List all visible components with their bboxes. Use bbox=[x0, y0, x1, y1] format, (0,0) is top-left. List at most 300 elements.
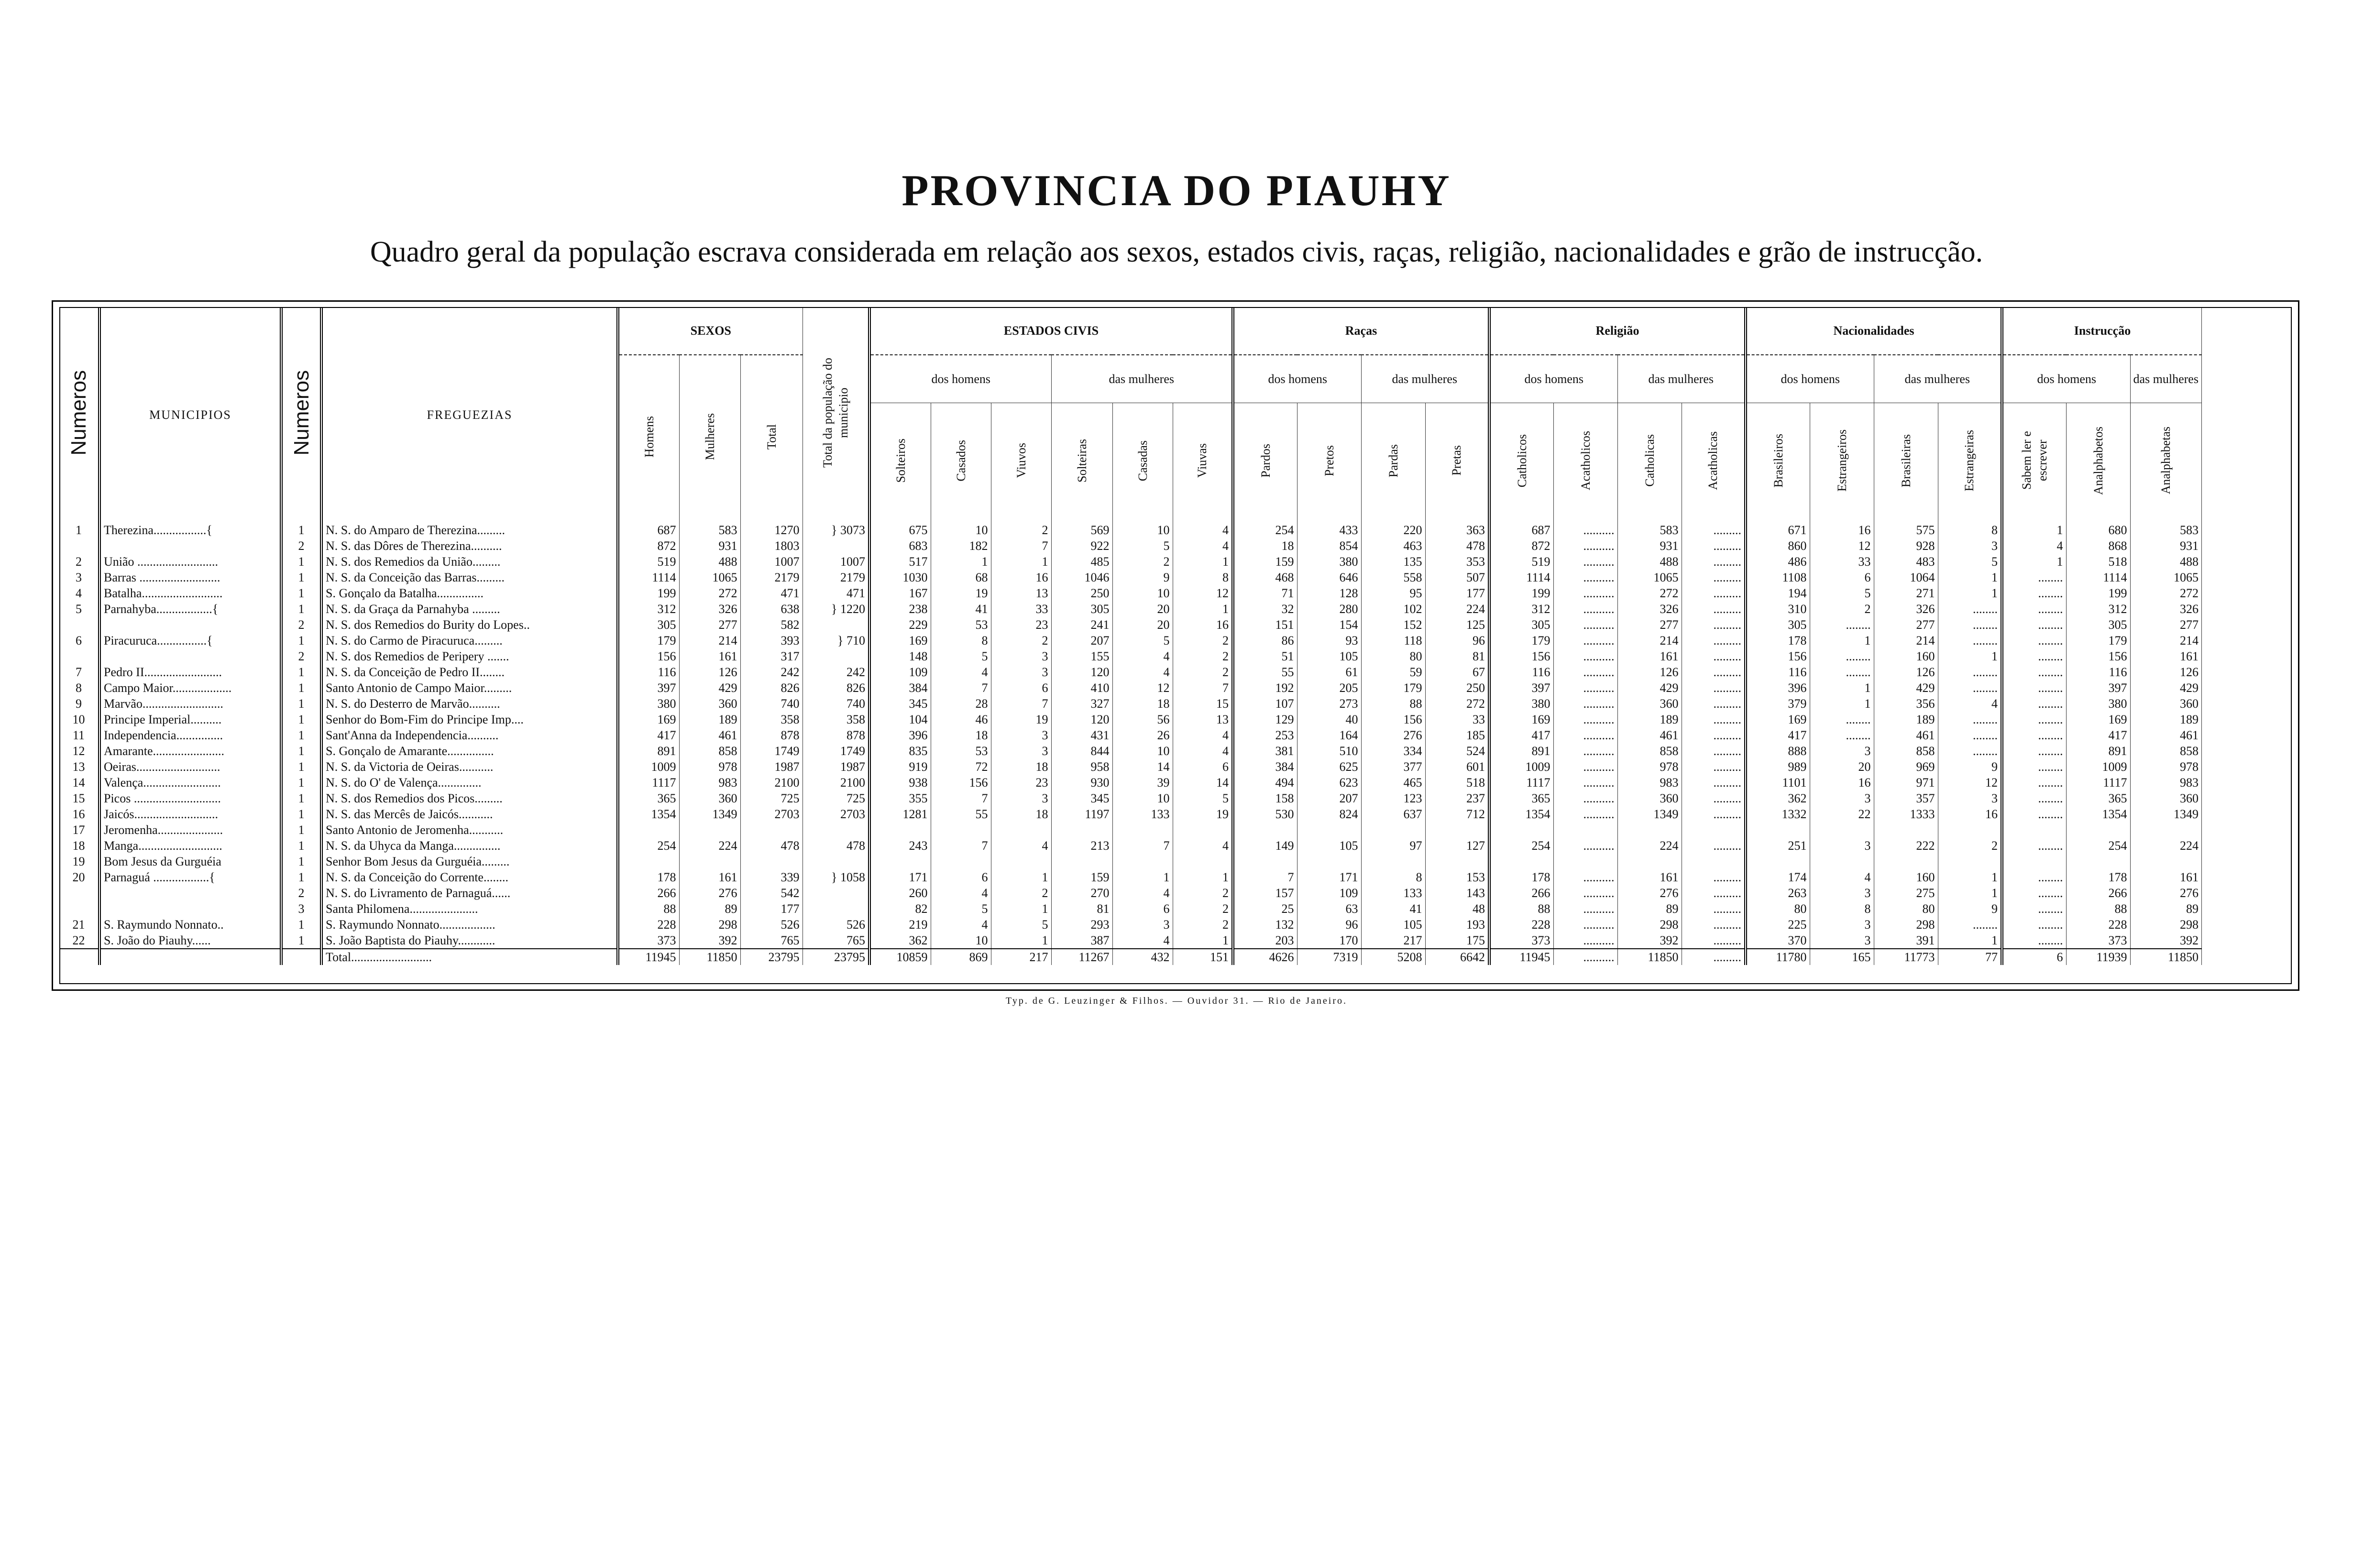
table-cell: .......... bbox=[1553, 775, 1617, 790]
table-cell: 680 bbox=[2066, 522, 2130, 538]
table-cell: 928 bbox=[1874, 538, 1938, 554]
table-cell: .......... bbox=[1553, 633, 1617, 648]
header-estados-dos-homens: dos homens bbox=[869, 355, 1051, 403]
table-cell: 225 bbox=[1746, 917, 1810, 932]
table-cell: 931 bbox=[679, 538, 740, 554]
table-cell: .......... bbox=[1553, 949, 1617, 965]
table-cell: 275 bbox=[1874, 885, 1938, 901]
table-cell: 7 bbox=[1112, 838, 1173, 854]
table-cell: 164 bbox=[1297, 727, 1361, 743]
table-cell: 126 bbox=[2130, 664, 2201, 680]
table-cell: 55 bbox=[1233, 664, 1297, 680]
table-cell: 158 bbox=[1233, 790, 1297, 806]
table-cell: Pedro II......................... bbox=[99, 664, 281, 680]
table-cell: 4 bbox=[1938, 696, 2002, 712]
header-analphabetas: Analphabetas bbox=[2130, 403, 2201, 522]
table-cell: 625 bbox=[1297, 759, 1361, 775]
table-cell: 494 bbox=[1233, 775, 1297, 790]
table-cell: 193 bbox=[1425, 917, 1489, 932]
table-cell: 213 bbox=[1051, 838, 1112, 854]
table-cell: 326 bbox=[679, 601, 740, 617]
table-cell: 326 bbox=[1617, 601, 1682, 617]
table-cell: 370 bbox=[1746, 932, 1810, 949]
table-cell: ......... bbox=[1682, 806, 1746, 822]
table-cell: .......... bbox=[1553, 838, 1617, 854]
table-cell: 156 bbox=[1489, 648, 1553, 664]
table-cell: 254 bbox=[1489, 838, 1553, 854]
table-cell: 463 bbox=[1361, 538, 1425, 554]
table-cell: 88 bbox=[618, 901, 679, 917]
table-cell: ........ bbox=[2002, 917, 2066, 932]
table-cell: N. S. da Conceição de Pedro II........ bbox=[321, 664, 618, 680]
page-title: PROVINCIA DO PIAUHY bbox=[902, 166, 1451, 215]
table-cell: 16 bbox=[1173, 617, 1233, 633]
table-cell: 6 bbox=[2002, 949, 2066, 965]
table-cell: 7 bbox=[931, 838, 991, 854]
table-cell: 242 bbox=[740, 664, 803, 680]
table-cell: Amarante....................... bbox=[99, 743, 281, 759]
table-cell: ........ bbox=[2002, 664, 2066, 680]
header-sexos: SEXOS bbox=[618, 307, 803, 355]
table-cell: 471 bbox=[740, 585, 803, 601]
table-cell: 461 bbox=[1617, 727, 1682, 743]
header-total-populacao: Total da população do municipio bbox=[803, 307, 869, 522]
table-cell: } 1058 bbox=[803, 869, 869, 885]
table-cell: 116 bbox=[1489, 664, 1553, 680]
table-cell: 410 bbox=[1051, 680, 1112, 696]
table-cell: 18 bbox=[59, 838, 99, 854]
table-cell: 242 bbox=[803, 664, 869, 680]
table-cell: 178 bbox=[1746, 633, 1810, 648]
table-cell: 228 bbox=[1489, 917, 1553, 932]
table-cell: 96 bbox=[1425, 633, 1489, 648]
table-cell: 958 bbox=[1051, 759, 1112, 775]
table-cell: 8 bbox=[931, 633, 991, 648]
table-cell: 326 bbox=[2130, 601, 2201, 617]
table-cell: 63 bbox=[1297, 901, 1361, 917]
table-cell: 3 bbox=[281, 901, 321, 917]
table-cell: 10 bbox=[931, 932, 991, 949]
table-cell: 11939 bbox=[2066, 949, 2130, 965]
table-cell: 192 bbox=[1233, 680, 1297, 696]
table-cell: 11780 bbox=[1746, 949, 1810, 965]
table-cell: 2 bbox=[281, 538, 321, 554]
table-cell: 56 bbox=[1112, 712, 1173, 727]
table-cell: 1 bbox=[281, 822, 321, 838]
table-cell: ........ bbox=[2002, 680, 2066, 696]
table-cell: 135 bbox=[1361, 554, 1425, 570]
table-cell: 365 bbox=[1489, 790, 1553, 806]
header-brasileiros: Brasileiros bbox=[1746, 403, 1810, 522]
table-cell: 118 bbox=[1361, 633, 1425, 648]
table-cell: 432 bbox=[1112, 949, 1173, 965]
table-cell: 132 bbox=[1233, 917, 1297, 932]
table-cell: 11 bbox=[59, 727, 99, 743]
table-cell: 41 bbox=[1361, 901, 1425, 917]
table-cell: 1197 bbox=[1051, 806, 1112, 822]
table-cell: ........ bbox=[1938, 680, 2002, 696]
table-cell: 276 bbox=[1617, 885, 1682, 901]
table-cell: 12 bbox=[1810, 538, 1874, 554]
table-cell: 312 bbox=[2066, 601, 2130, 617]
table-cell: Parnaguá ..................{ bbox=[99, 869, 281, 885]
table-cell: 298 bbox=[679, 917, 740, 932]
table-cell: 4 bbox=[1112, 664, 1173, 680]
table-cell: 250 bbox=[1051, 585, 1112, 601]
table-cell: 217 bbox=[1361, 932, 1425, 949]
table-cell: 1114 bbox=[618, 570, 679, 585]
header-nacionalidades: Nacionalidades bbox=[1746, 307, 2002, 355]
table-cell: ........ bbox=[1810, 712, 1874, 727]
table-cell: Marvão.......................... bbox=[99, 696, 281, 712]
table-cell: 126 bbox=[1617, 664, 1682, 680]
table-cell: } 710 bbox=[803, 633, 869, 648]
table-cell: 219 bbox=[869, 917, 931, 932]
table-cell: 26 bbox=[1112, 727, 1173, 743]
table-cell: 507 bbox=[1425, 570, 1489, 585]
table-cell: 1007 bbox=[803, 554, 869, 570]
table-cell: 2 bbox=[281, 648, 321, 664]
table-cell: 167 bbox=[869, 585, 931, 601]
table-cell: 161 bbox=[2130, 648, 2201, 664]
header-instr-das-mulheres: das mulheres bbox=[2130, 355, 2201, 403]
table-cell: ......... bbox=[1682, 712, 1746, 727]
table-cell: ........ bbox=[1938, 712, 2002, 727]
table-cell: 387 bbox=[1051, 932, 1112, 949]
table-cell: 826 bbox=[803, 680, 869, 696]
table-cell: 1749 bbox=[740, 743, 803, 759]
table-cell: S. Gonçalo de Amarante............... bbox=[321, 743, 618, 759]
table-cell: 23795 bbox=[803, 949, 869, 965]
table-cell: 1101 bbox=[1746, 775, 1810, 790]
table-cell: 72 bbox=[931, 759, 991, 775]
header-religiao: Religião bbox=[1489, 307, 1746, 355]
table-cell: ........ bbox=[2002, 775, 2066, 790]
table-cell: 155 bbox=[1051, 648, 1112, 664]
table-cell: 4626 bbox=[1233, 949, 1297, 965]
table-cell: 171 bbox=[869, 869, 931, 885]
table-cell: 1064 bbox=[1874, 570, 1938, 585]
table-cell: 23 bbox=[991, 775, 1051, 790]
table-cell: Barras .......................... bbox=[99, 570, 281, 585]
table-cell: 478 bbox=[803, 838, 869, 854]
table-cell: Santa Philomena...................... bbox=[321, 901, 618, 917]
header-acatholicas: Acatholicas bbox=[1682, 403, 1746, 522]
table-cell: 6 bbox=[1810, 570, 1874, 585]
table-cell: 169 bbox=[618, 712, 679, 727]
table-cell: 1 bbox=[281, 806, 321, 822]
table-cell: 4 bbox=[59, 585, 99, 601]
table-cell: 33 bbox=[991, 601, 1051, 617]
table-cell: 12 bbox=[1938, 775, 2002, 790]
table-cell: 5 bbox=[931, 901, 991, 917]
table-cell: 228 bbox=[2066, 917, 2130, 932]
table-cell: 969 bbox=[1874, 759, 1938, 775]
table-cell: .......... bbox=[1553, 601, 1617, 617]
table-cell: 156 bbox=[931, 775, 991, 790]
table-cell: 978 bbox=[2130, 759, 2201, 775]
table-cell: 1 bbox=[991, 554, 1051, 570]
table-cell: 931 bbox=[1617, 538, 1682, 554]
table-cell: 160 bbox=[1874, 869, 1938, 885]
table-cell: 179 bbox=[618, 633, 679, 648]
table-cell: 360 bbox=[1617, 790, 1682, 806]
table-cell: 558 bbox=[1361, 570, 1425, 585]
table-cell: 88 bbox=[1489, 901, 1553, 917]
table-cell: 1 bbox=[281, 869, 321, 885]
table-cell: 1065 bbox=[2130, 570, 2201, 585]
table-cell: Manga........................... bbox=[99, 838, 281, 854]
table-cell: N. S. do Livramento de Parnaguá...... bbox=[321, 885, 618, 901]
header-viuvos: Viuvos bbox=[991, 403, 1051, 522]
table-cell: .......... bbox=[1553, 727, 1617, 743]
table-cell: 478 bbox=[740, 838, 803, 854]
table-cell: 396 bbox=[869, 727, 931, 743]
table-cell: União .......................... bbox=[99, 554, 281, 570]
table-cell: 22 bbox=[59, 932, 99, 949]
table-cell: N. S. dos Remedios do Burity do Lopes.. bbox=[321, 617, 618, 633]
table-cell: 4 bbox=[1173, 743, 1233, 759]
table-cell: 345 bbox=[869, 696, 931, 712]
table-cell: 2 bbox=[1112, 554, 1173, 570]
table-cell: 517 bbox=[869, 554, 931, 570]
table-cell: 254 bbox=[618, 838, 679, 854]
table-cell: 95 bbox=[1361, 585, 1425, 601]
table-cell: 159 bbox=[1051, 869, 1112, 885]
table-cell: 380 bbox=[1297, 554, 1361, 570]
table-cell: .......... bbox=[1553, 585, 1617, 601]
table-cell: 431 bbox=[1051, 727, 1112, 743]
table-cell: 1 bbox=[991, 901, 1051, 917]
table-cell: 1 bbox=[2002, 522, 2066, 538]
table-cell: 23795 bbox=[740, 949, 803, 965]
table-cell: ........ bbox=[1938, 917, 2002, 932]
table-cell: 109 bbox=[869, 664, 931, 680]
table-cell: 11945 bbox=[1489, 949, 1553, 965]
table-cell: 67 bbox=[1425, 664, 1489, 680]
header-racas-dos-homens: dos homens bbox=[1233, 355, 1361, 403]
table-cell: N. S. dos Remedios de Peripery ....... bbox=[321, 648, 618, 664]
table-cell: 357 bbox=[1874, 790, 1938, 806]
table-cell: ......... bbox=[1682, 885, 1746, 901]
table-cell: Jeromenha..................... bbox=[99, 822, 281, 838]
header-pretas: Pretas bbox=[1425, 403, 1489, 522]
table-cell: 542 bbox=[740, 885, 803, 901]
table-cell: ......... bbox=[1682, 554, 1746, 570]
table-cell: 7 bbox=[931, 680, 991, 696]
header-numeros-2: Numeros bbox=[281, 307, 321, 522]
table-cell: 10 bbox=[59, 712, 99, 727]
table-cell: 178 bbox=[1489, 869, 1553, 885]
table-cell: 266 bbox=[618, 885, 679, 901]
table-cell: 675 bbox=[869, 522, 931, 538]
table-cell: N. S. da Conceição do Corrente........ bbox=[321, 869, 618, 885]
table-cell: 1354 bbox=[618, 806, 679, 822]
table-cell: 237 bbox=[1425, 790, 1489, 806]
table-cell: 116 bbox=[2066, 664, 2130, 680]
table-cell: 1 bbox=[281, 696, 321, 712]
table-cell: 305 bbox=[2066, 617, 2130, 633]
table-cell: 381 bbox=[1233, 743, 1297, 759]
table-cell: N. S. da Uhyca da Manga............... bbox=[321, 838, 618, 854]
table-cell: 5 bbox=[991, 917, 1051, 932]
table-cell: 15 bbox=[1173, 696, 1233, 712]
table-cell: 360 bbox=[1617, 696, 1682, 712]
table-cell: 373 bbox=[2066, 932, 2130, 949]
table-cell: 725 bbox=[803, 790, 869, 806]
table-cell: 5 bbox=[931, 648, 991, 664]
table-cell: .......... bbox=[1553, 885, 1617, 901]
table-cell: 13 bbox=[1173, 712, 1233, 727]
header-analphabetos: Analphabetos bbox=[2066, 403, 2130, 522]
table-cell: 102 bbox=[1361, 601, 1425, 617]
table-cell: 86 bbox=[1233, 633, 1297, 648]
table-cell: Total.......................... bbox=[321, 949, 618, 965]
table-cell: ........ bbox=[1938, 633, 2002, 648]
table-cell: 148 bbox=[869, 648, 931, 664]
table-cell: 1114 bbox=[1489, 570, 1553, 585]
table-cell: 11945 bbox=[618, 949, 679, 965]
table-cell: 14 bbox=[59, 775, 99, 790]
table-cell: 391 bbox=[1874, 932, 1938, 949]
table-cell: 276 bbox=[679, 885, 740, 901]
table-cell: 133 bbox=[1361, 885, 1425, 901]
table-cell: 19 bbox=[931, 585, 991, 601]
table-cell: ........ bbox=[1810, 617, 1874, 633]
table-cell: 379 bbox=[1746, 696, 1810, 712]
table-cell: 18 bbox=[991, 806, 1051, 822]
table-cell: 2 bbox=[1810, 601, 1874, 617]
table-cell: 156 bbox=[618, 648, 679, 664]
table-cell: 353 bbox=[1425, 554, 1489, 570]
table-cell: 305 bbox=[1051, 601, 1112, 617]
table-cell: 365 bbox=[618, 790, 679, 806]
table-cell: 858 bbox=[679, 743, 740, 759]
table-cell: 298 bbox=[1874, 917, 1938, 932]
table-cell: 326 bbox=[1874, 601, 1938, 617]
table-cell: Sant'Anna da Independencia.......... bbox=[321, 727, 618, 743]
table-cell: 355 bbox=[869, 790, 931, 806]
table-cell: 10 bbox=[1112, 522, 1173, 538]
table-cell: 4 bbox=[1173, 727, 1233, 743]
table-cell: 8 bbox=[59, 680, 99, 696]
table-cell: S. João Baptista do Piauhy............ bbox=[321, 932, 618, 949]
table-cell: 277 bbox=[2130, 617, 2201, 633]
table-cell: 33 bbox=[1425, 712, 1489, 727]
table-cell: ......... bbox=[1682, 570, 1746, 585]
table-cell: 526 bbox=[740, 917, 803, 932]
table-cell: 3 bbox=[991, 648, 1051, 664]
table-cell: 18 bbox=[991, 759, 1051, 775]
table-cell: 1 bbox=[1112, 869, 1173, 885]
table-cell: 1 bbox=[1810, 633, 1874, 648]
table-cell: 2 bbox=[1173, 885, 1233, 901]
table-cell: 105 bbox=[1297, 648, 1361, 664]
table-cell: 169 bbox=[1746, 712, 1810, 727]
table-cell: 2 bbox=[1173, 664, 1233, 680]
table-cell: Batalha.......................... bbox=[99, 585, 281, 601]
table-cell: 1 bbox=[281, 522, 321, 538]
table-cell: 152 bbox=[1361, 617, 1425, 633]
table-cell: 88 bbox=[2066, 901, 2130, 917]
table-cell: 18 bbox=[1112, 696, 1173, 712]
table-cell: 1 bbox=[281, 601, 321, 617]
table-cell: 1117 bbox=[1489, 775, 1553, 790]
table-cell: 224 bbox=[2130, 838, 2201, 854]
table-cell: 25 bbox=[1233, 901, 1297, 917]
table-cell: 429 bbox=[1874, 680, 1938, 696]
table-cell: ......... bbox=[1682, 648, 1746, 664]
header-homens: Homens bbox=[618, 355, 679, 522]
table-cell: 129 bbox=[1233, 712, 1297, 727]
table-cell: 488 bbox=[1617, 554, 1682, 570]
table-cell: 18 bbox=[1233, 538, 1297, 554]
table-cell: 32 bbox=[1233, 601, 1297, 617]
table-cell: Senhor do Bom-Fim do Principe Imp.... bbox=[321, 712, 618, 727]
table-cell: 179 bbox=[1489, 633, 1553, 648]
table-cell: 159 bbox=[1233, 554, 1297, 570]
table-cell: 2179 bbox=[803, 570, 869, 585]
table-cell: 1 bbox=[281, 775, 321, 790]
table-cell: 272 bbox=[2130, 585, 2201, 601]
table-cell: 161 bbox=[679, 648, 740, 664]
table-cell: 5 bbox=[59, 601, 99, 617]
table-cell: 116 bbox=[618, 664, 679, 680]
header-instruccao: Instrucção bbox=[2002, 307, 2201, 355]
table-cell: 1 bbox=[281, 854, 321, 869]
table-cell: 3 bbox=[1810, 917, 1874, 932]
table-cell: 10859 bbox=[869, 949, 931, 965]
table-cell: 327 bbox=[1051, 696, 1112, 712]
table-cell: 1 bbox=[281, 743, 321, 759]
table-cell: ........ bbox=[1810, 727, 1874, 743]
table-cell: 273 bbox=[1297, 696, 1361, 712]
table-cell: 3 bbox=[991, 743, 1051, 759]
table-cell: 154 bbox=[1297, 617, 1361, 633]
table-cell: 55 bbox=[931, 806, 991, 822]
table-cell: .......... bbox=[1553, 617, 1617, 633]
table-cell: 133 bbox=[1112, 806, 1173, 822]
table-cell: 1 bbox=[281, 554, 321, 570]
table-cell: 2 bbox=[1173, 901, 1233, 917]
table-cell: 1 bbox=[281, 712, 321, 727]
table-cell: 81 bbox=[1425, 648, 1489, 664]
page-subtitle: Quadro geral da população escrava considerada em relação aos sexos, estados civis, raças, religião, nacionalidades e grão de instrucção. bbox=[370, 236, 1983, 268]
table-cell: 393 bbox=[740, 633, 803, 648]
table-cell: 280 bbox=[1297, 601, 1361, 617]
table-cell: 5 bbox=[1810, 585, 1874, 601]
header-solteiras: Solteiras bbox=[1051, 403, 1112, 522]
table-cell: 4 bbox=[1112, 648, 1173, 664]
table-cell: 1009 bbox=[618, 759, 679, 775]
table-cell: Jaicós........................... bbox=[99, 806, 281, 822]
table-cell: 1 bbox=[1938, 869, 2002, 885]
table-cell: ........ bbox=[2002, 901, 2066, 917]
table-cell: 858 bbox=[2130, 743, 2201, 759]
table-cell: 1987 bbox=[803, 759, 869, 775]
table-cell: .......... bbox=[1553, 790, 1617, 806]
table-cell: 241 bbox=[1051, 617, 1112, 633]
table-cell: 6 bbox=[1173, 759, 1233, 775]
table-cell: 868 bbox=[2066, 538, 2130, 554]
header-municipios: MUNICIPIOS bbox=[99, 307, 281, 522]
table-cell: 638 bbox=[740, 601, 803, 617]
table-cell: 978 bbox=[679, 759, 740, 775]
table-cell: 169 bbox=[1489, 712, 1553, 727]
table-cell: 989 bbox=[1746, 759, 1810, 775]
table-cell: S. Gonçalo da Batalha............... bbox=[321, 585, 618, 601]
table-cell: 360 bbox=[2130, 790, 2201, 806]
